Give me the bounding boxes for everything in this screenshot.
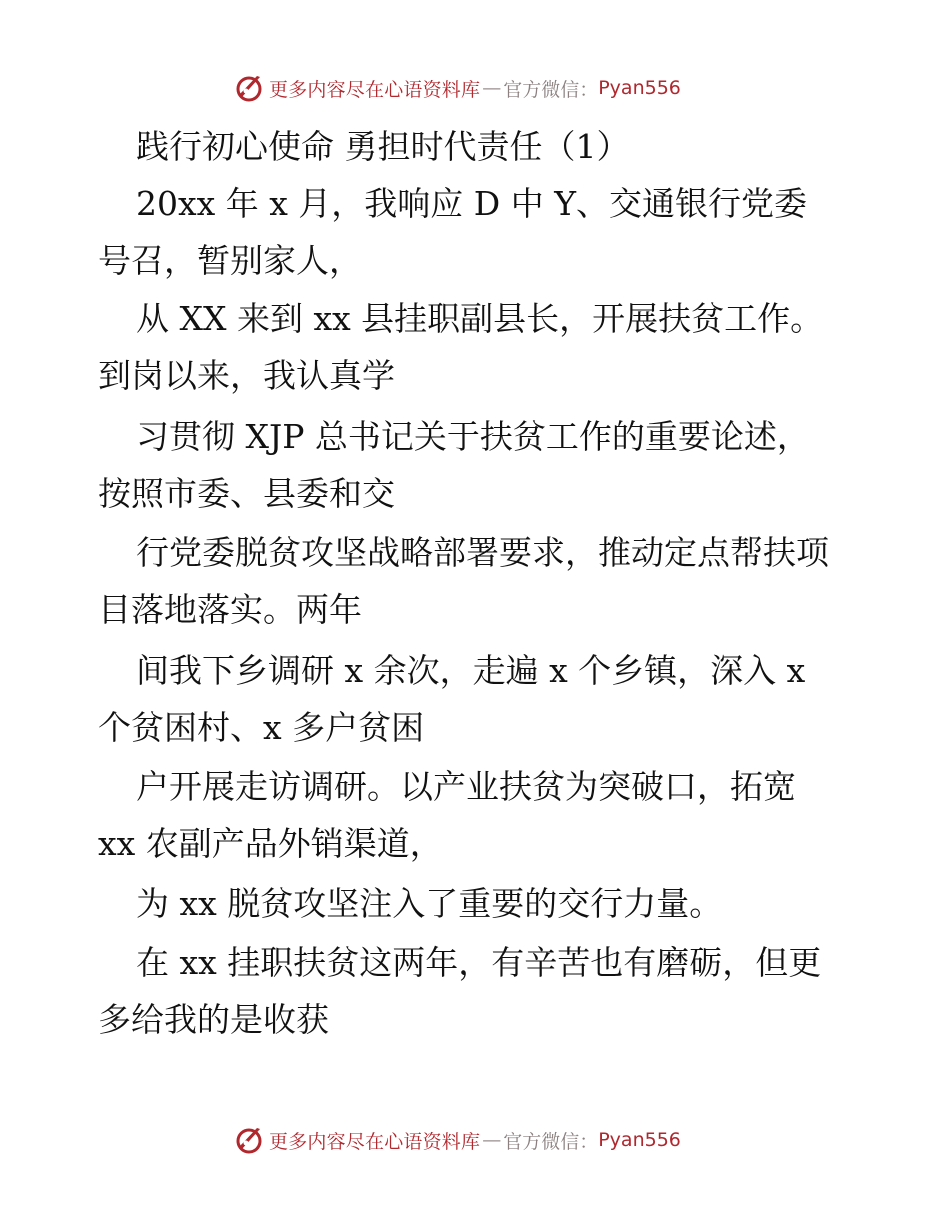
body-line: 户开展走访调研。以产业扶贫为突破口，拓宽: [136, 767, 796, 806]
body-line: 按照市委、县委和交: [98, 474, 395, 513]
body-line: 号召，暂别家人，: [98, 241, 362, 280]
body-line: 个贫困村、x 多户贫困: [98, 708, 425, 747]
quill-logo-icon: [233, 1124, 265, 1156]
body-line: 多给我的是收获: [98, 1000, 329, 1039]
watermark-dash: —: [482, 77, 502, 99]
body-line: 从 XX 来到 xx 县挂职副县长，开展扶贫工作。: [136, 299, 824, 338]
watermark-sub: 官方微信：: [503, 1130, 599, 1153]
doc-title-line: 践行初心使命 勇担时代责任（1）: [136, 127, 630, 166]
watermark-brand: 更多内容尽在心语资料库: [269, 1130, 481, 1153]
watermark-sub: 官方微信：: [503, 78, 599, 101]
body-line: xx 农副产品外销渠道，: [98, 824, 443, 863]
body-line: 间我下乡调研 x 余次，走遍 x 个乡镇，深入 x: [136, 651, 806, 690]
watermark-account: Pyan556: [598, 77, 681, 99]
footer-watermark: [233, 1124, 681, 1156]
body-line: 为 xx 脱贫攻坚注入了重要的交行力量。: [136, 884, 723, 923]
body-line: 20xx 年 x 月，我响应 D 中 Y、交通银行党委: [136, 184, 808, 223]
quill-logo-icon: [233, 72, 265, 104]
body-line: 行党委脱贫攻坚战略部署要求，推动定点帮扶项: [136, 533, 829, 572]
watermark-account: Pyan556: [598, 1129, 681, 1151]
body-line: 到岗以来，我认真学: [98, 356, 395, 395]
body-line: 习贯彻 XJP 总书记关于扶贫工作的重要论述，: [136, 417, 810, 456]
watermark-dash: —: [482, 1129, 502, 1151]
header-watermark: [233, 72, 681, 104]
watermark-brand: 更多内容尽在心语资料库: [269, 78, 481, 101]
body-line: 在 xx 挂职扶贫这两年，有辛苦也有磨砺，但更: [136, 943, 822, 982]
body-line: 目落地落实。两年: [98, 590, 362, 629]
